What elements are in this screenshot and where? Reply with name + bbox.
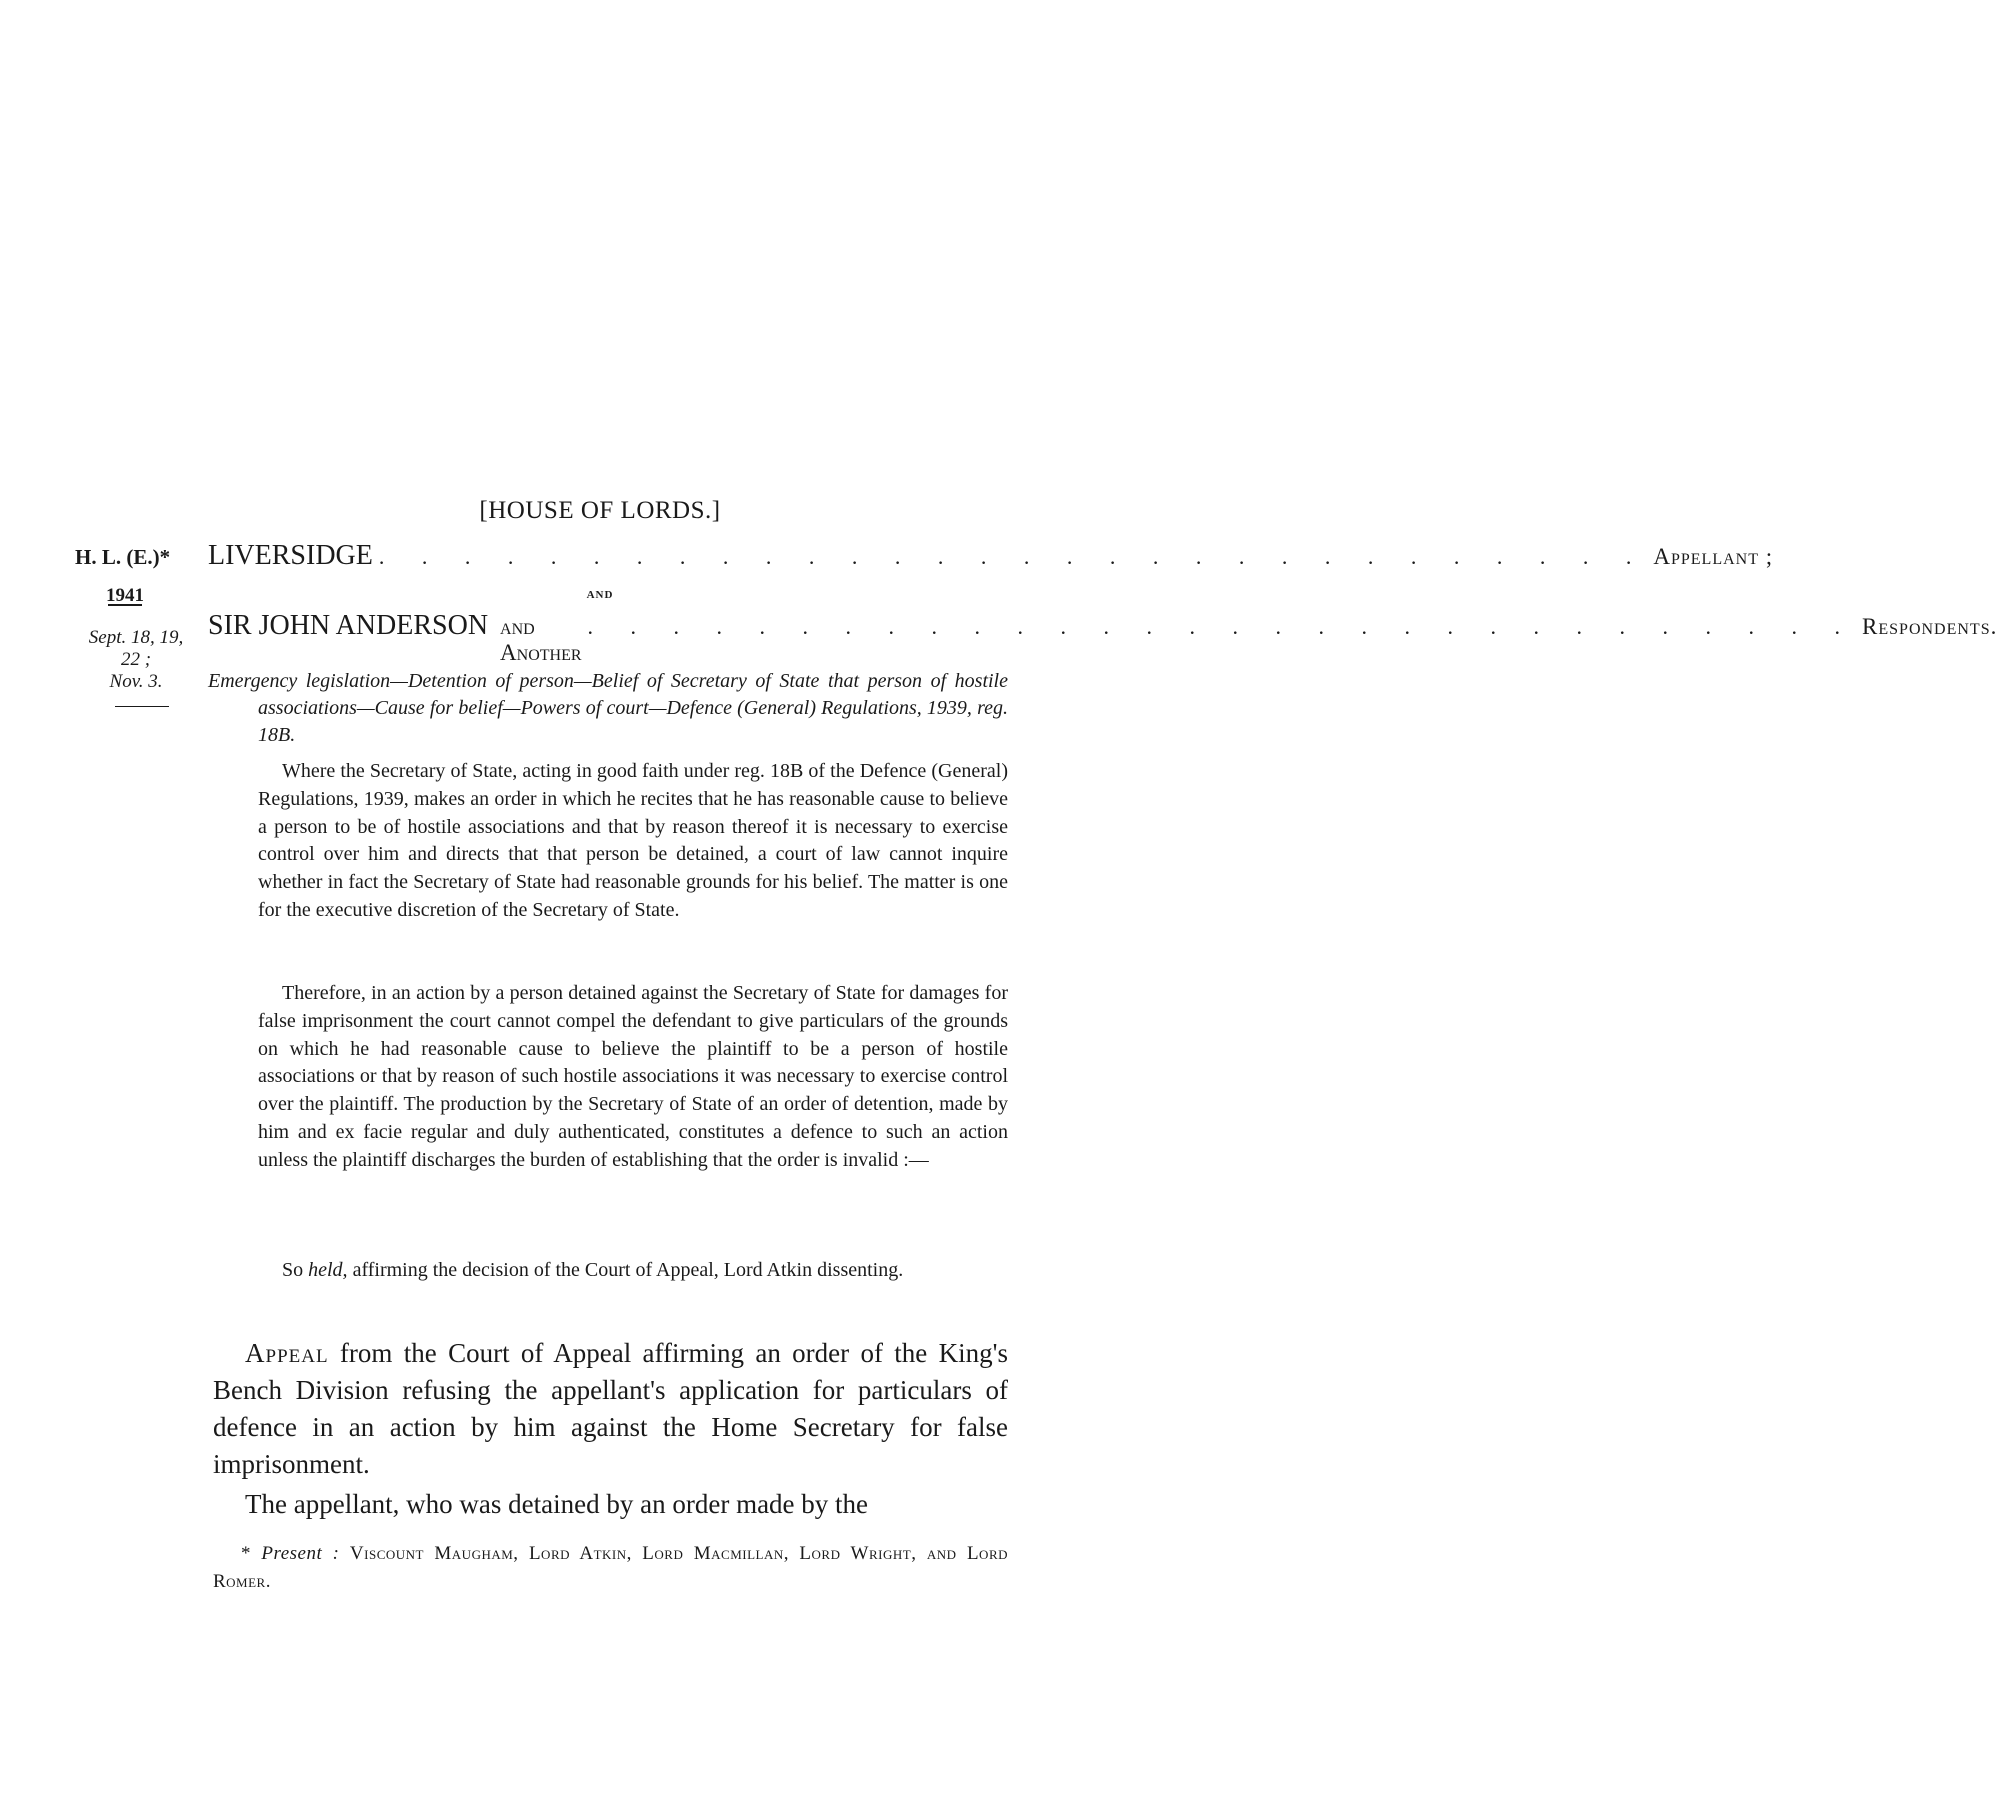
appellant-row [208, 540, 1774, 572]
body-paragraph-text: from the Court of Appeal affirming an order of the King's Bench Division refusing the appellant's application for particulars of defence in an action by him against the Home Secretary for false imprisonment. [213, 1338, 1009, 1479]
holding-text: affirming the decision of the Court of Appeal, Lord Atkin dissenting. [352, 1259, 904, 1281]
margin-hearing-dates [70, 627, 202, 693]
body-paragraph [213, 1335, 1008, 1483]
body-paragraph: The appellant, who was detained by an order made by the [245, 1489, 869, 1519]
respondent-and-another: and Another [500, 614, 582, 665]
margin-rule [115, 706, 169, 707]
leader-dots: . . . . . . . . . . . . . . . . . . . . . . . . . . . . . . [378, 544, 1648, 569]
headnote-paragraph: Where the Secretary of State, acting in good faith under reg. 18B of the Defence (General) Regulations, 1939, makes an order in which he recites that he has reasonable cause to believe a person to be of hostile associations and that by reason thereof it is necessary to exercise control over him and directs that that person be detained, a court of law cannot inquire whether in fact the Secretary of State had reasonable grounds for his belief. The matter is one for the executive discretion of the Secretary of State. [258, 760, 1008, 921]
appellant-name: LIVERSIDGE [208, 540, 373, 571]
margin-date-line: Sept. 18, 19, [88, 627, 184, 648]
footnote-marker: * [241, 1543, 251, 1564]
respondent-name: SIR JOHN ANDERSON [208, 610, 489, 641]
margin-date-line: Nov. 3. [109, 671, 163, 692]
margin-year: 1941 [106, 585, 144, 606]
margin-court-code: H. L. (E.)* [75, 545, 171, 569]
footnote-text: Viscount Maugham, Lord Atkin, Lord Macmillan, Lord Wright, and Lord Romer. [213, 1543, 1009, 1592]
appeal-lead-word: Appeal [245, 1338, 329, 1368]
margin-date-line: 22 ; [120, 649, 152, 670]
respondent-row [208, 610, 1997, 666]
footnote-label: Present : [261, 1543, 340, 1564]
appellant-role: Appellant ; [1653, 544, 1774, 569]
holding-paragraph [258, 1257, 1008, 1285]
and-separator: and [586, 586, 614, 602]
catchwords: Emergency legislation—Detention of person—Belief of Secretary of State that person of hostile associations—Cause for belief—Powers of court—Defence (General) Regulations, 1939, reg. 18B. [208, 670, 1008, 746]
holding-so: So [282, 1259, 304, 1281]
headnote-paragraph: Therefore, in an action by a person detained against the Secretary of State for damages for false imprisonment the court cannot compel the defendant to give particulars of the grounds on which he had reasonable cause to believe the plaintiff to be a person of hostile associations or that by reason of such hostile associations it was necessary to exercise control over the plaintiff. The production by the Secretary of State of an order of detention, made by him and ex facie regular and duly authenticated, constitutes a defence to such an action unless the plaintiff discharges the burden of establishing that the order is invalid :— [258, 982, 1008, 1171]
margin-year-underline [108, 604, 142, 606]
court-heading: [HOUSE OF LORDS.] [479, 497, 721, 524]
respondent-role: Respondents. [1862, 614, 1997, 639]
footnote [213, 1540, 1008, 1596]
leader-dots: . . . . . . . . . . . . . . . . . . . . . . . . . . . . . . [587, 614, 1857, 639]
holding-held: held, [308, 1259, 348, 1281]
